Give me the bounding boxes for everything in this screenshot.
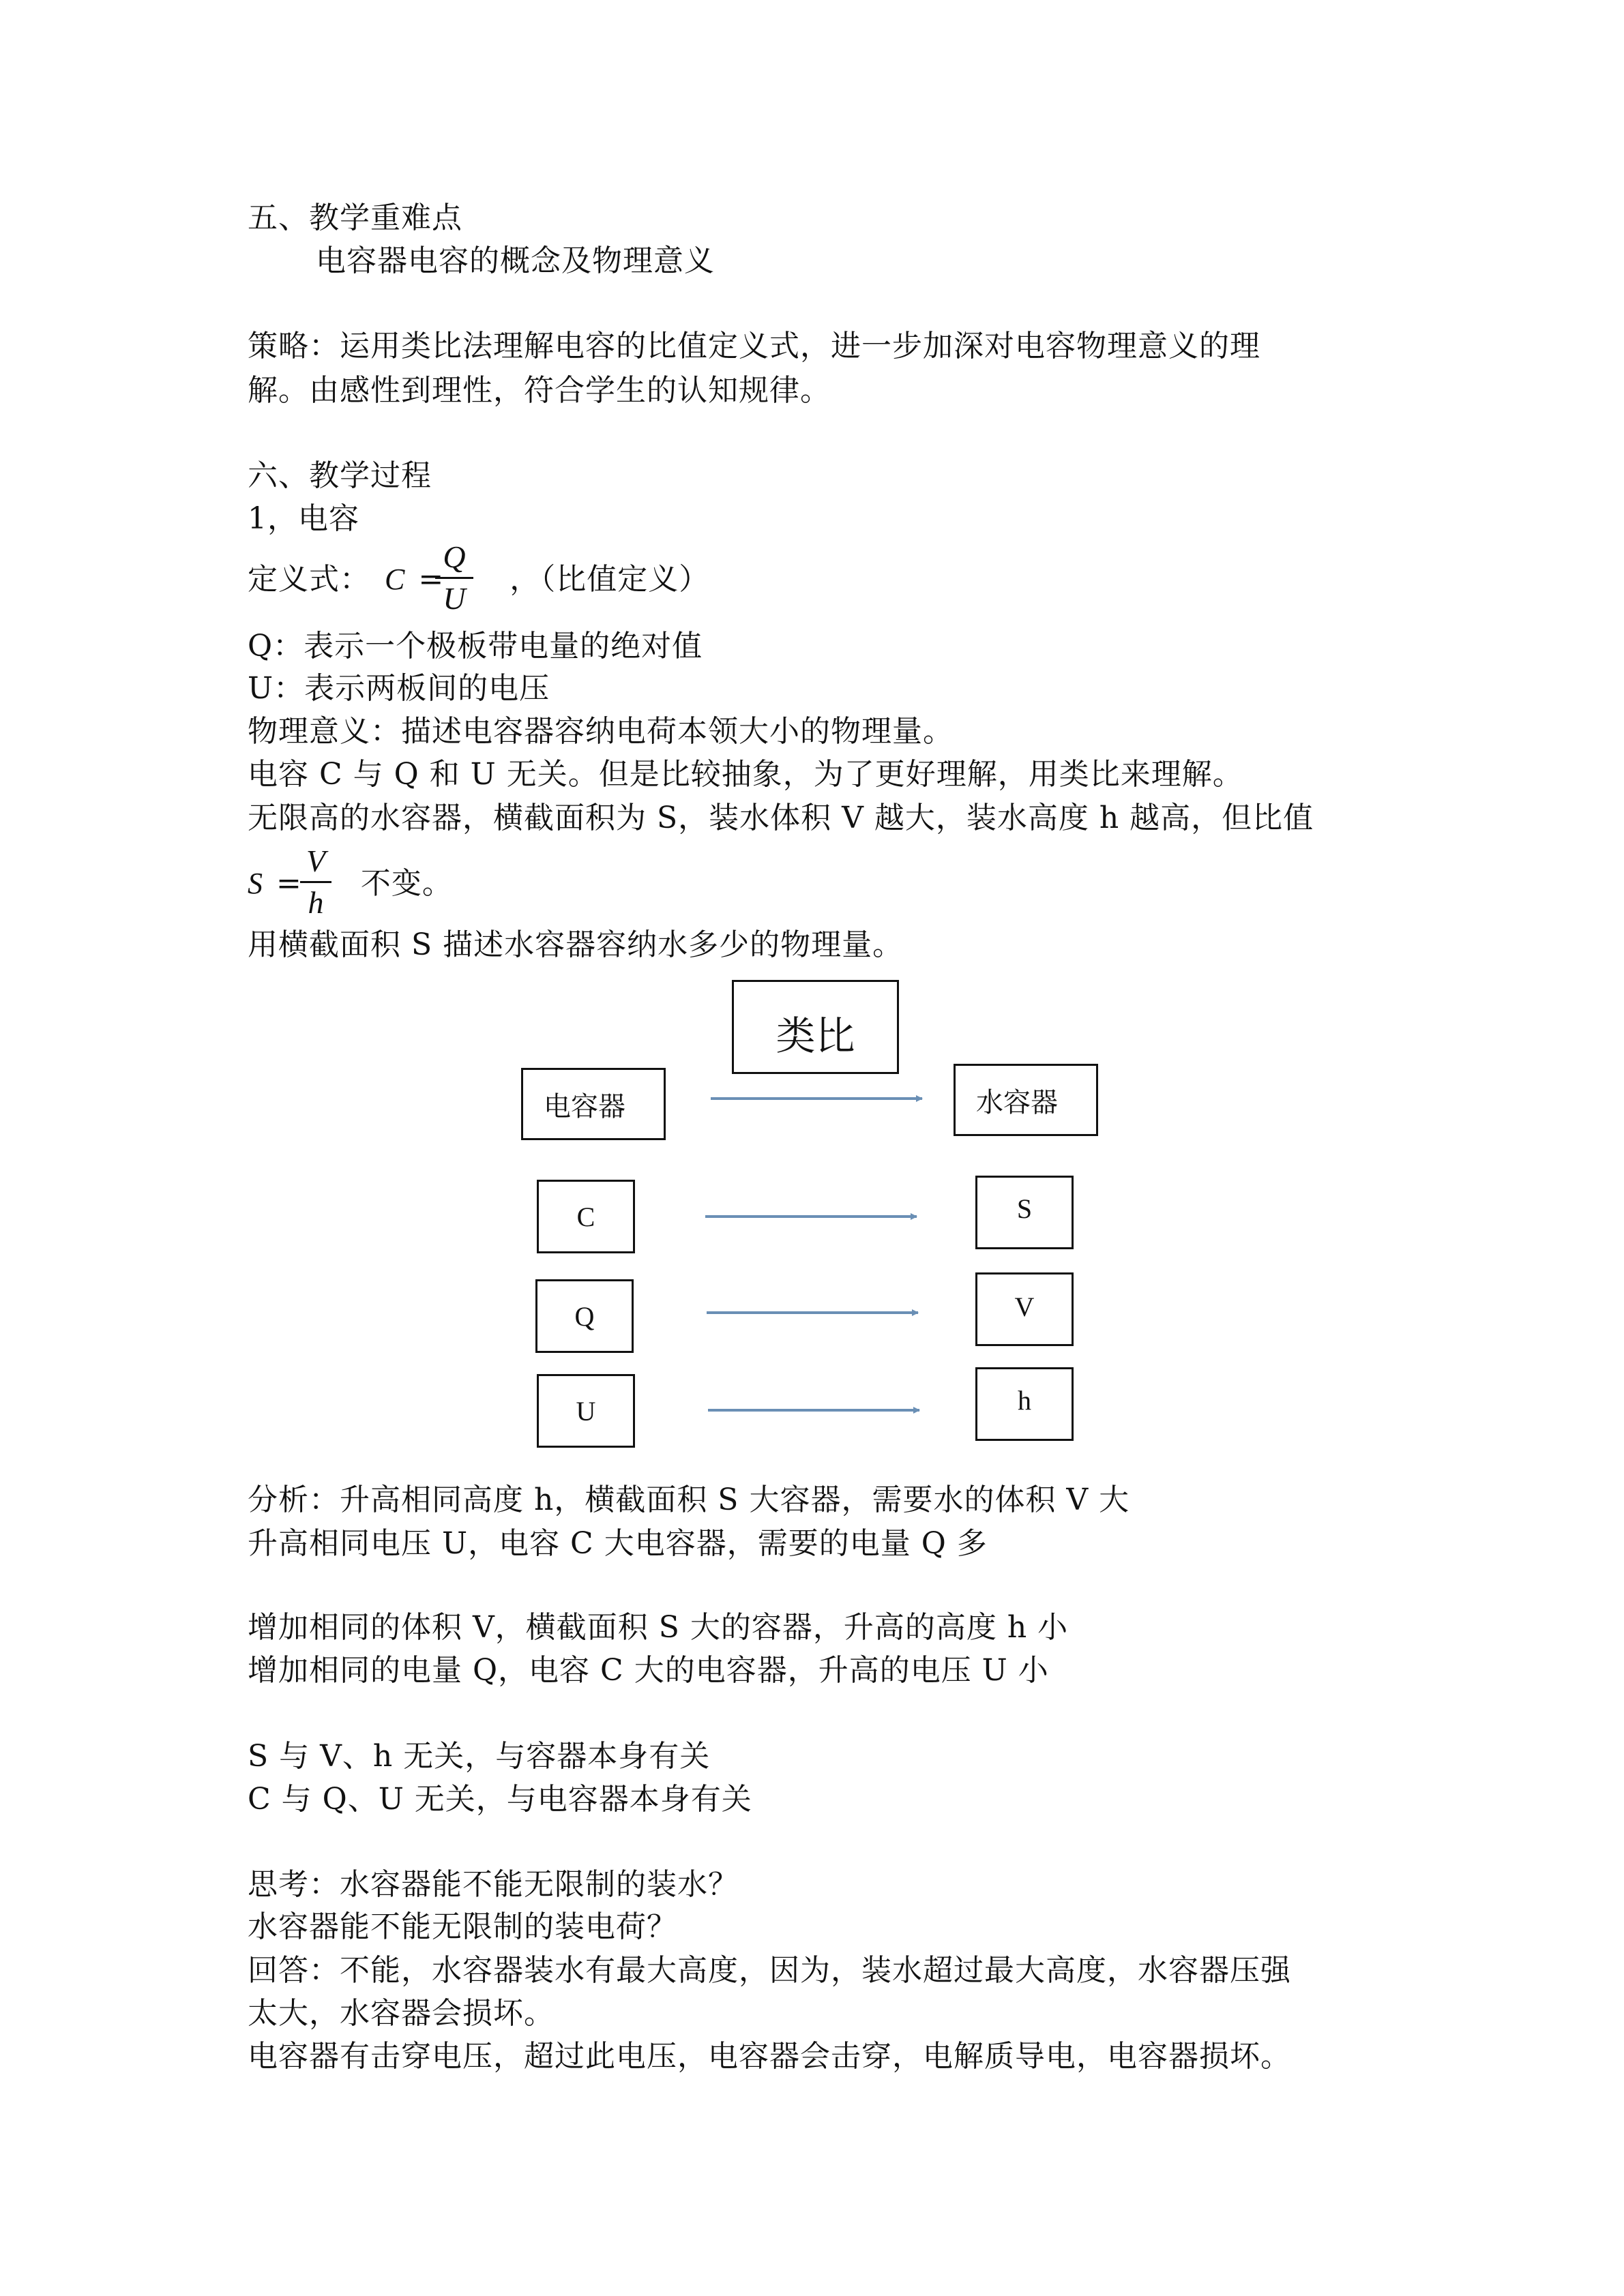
section6-heading: 六、教学过程 (248, 458, 432, 493)
strategy-line-1: 策略：运用类比法理解电容的比值定义式，进一步加深对电容物理意义的理 (248, 329, 1260, 363)
capacitance-independent: 电容 C 与 Q 和 U 无关。但是比较抽象，为了更好理解，用类比来理解。 (248, 757, 1243, 792)
fraction-denominator-h: h (308, 885, 324, 920)
section5-heading: 五、教学重难点 (248, 200, 462, 235)
definition-prefix: 定义式： (248, 562, 370, 597)
analysis-line-2: 升高相同电压 U，电容 C 大电容器，需要的电量 Q 多 (248, 1526, 988, 1561)
analysis-line-5: S 与 V、h 无关，与容器本身有关 (248, 1739, 711, 1774)
right-item-h: h (1018, 1385, 1031, 1416)
right-item-v: V (1014, 1292, 1035, 1322)
answer-line-1: 回答：不能，水容器装水有最大高度，因为，装水超过最大高度，水容器压强 (248, 1953, 1291, 1988)
right-header-label: 水容器 (976, 1087, 1058, 1118)
physical-meaning: 物理意义：描述电容器容纳电荷本领大小的物理量。 (248, 714, 954, 749)
diagram-title: 类比 (776, 1013, 855, 1059)
s-formula-equals: = (276, 866, 302, 901)
fraction-numerator-v: V (306, 844, 326, 878)
formula-lhs-s: S (248, 867, 263, 900)
fraction-numerator-q: Q (443, 539, 466, 574)
section5-subline: 电容器电容的概念及物理意义 (316, 243, 715, 278)
right-item-s: S (1016, 1193, 1033, 1224)
fraction-denominator-u: U (443, 581, 466, 616)
left-header-label: 电容器 (544, 1091, 625, 1122)
formula-equals: = (418, 562, 445, 597)
u-description: U：表示两板间的电压 (248, 671, 550, 706)
answer-line-2: 太大，水容器会损坏。 (248, 1996, 555, 2031)
strategy-line-2: 解。由感性到理性，符合学生的认知规律。 (248, 373, 831, 408)
item-1-heading: 1，电容 (248, 501, 359, 536)
s-formula-suffix: 不变。 (360, 866, 453, 901)
water-container-line: 无限高的水容器，横截面积为 S，装水体积 V 越大，装水高度 h 越高，但比值 (248, 801, 1314, 835)
definition-suffix: ，（比值定义） (510, 562, 710, 597)
analysis-line-6: C 与 Q、U 无关，与电容器本身有关 (248, 1782, 752, 1817)
analysis-line-4: 增加相同的电量 Q，电容 C 大的电容器，升高的电压 U 小 (248, 1653, 1049, 1688)
breakdown-line: 电容器有击穿电压，超过此电压，电容器会击穿，电解质导电，电容器损坏。 (248, 2039, 1291, 2074)
left-item-u: U (576, 1396, 596, 1427)
formula-lhs-c: C (385, 563, 406, 596)
left-item-c: C (576, 1202, 595, 1232)
q-description: Q：表示一个极板带电量的绝对值 (248, 629, 703, 664)
thinking-line-1: 思考：水容器能不能无限制的装水？ (248, 1867, 739, 1902)
thinking-line-2: 水容器能不能无限制的装电荷？ (248, 1909, 677, 1944)
analysis-line-3: 增加相同的体积 V，横截面积 S 大的容器，升高的高度 h 小 (248, 1610, 1069, 1645)
left-item-q: Q (574, 1301, 595, 1332)
s-description: 用横截面积 S 描述水容器容纳水多少的物理量。 (248, 927, 904, 962)
analysis-line-1: 分析：升高相同高度 h，横截面积 S 大容器，需要水的体积 V 大 (248, 1482, 1130, 1517)
